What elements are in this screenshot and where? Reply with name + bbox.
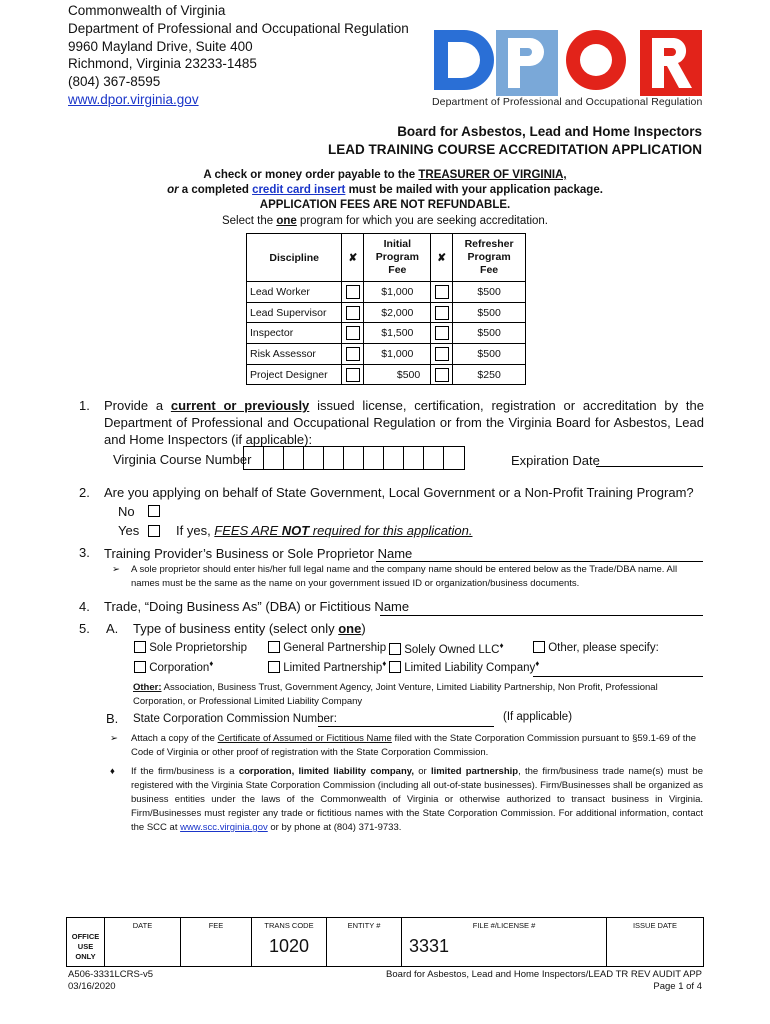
form-date: 03/16/2020 xyxy=(68,981,116,992)
q1-text: Provide a xyxy=(104,398,171,413)
option-general-partnership[interactable] xyxy=(268,641,386,654)
if-applicable-note: (If applicable) xyxy=(503,711,573,723)
question-2-text: Are you applying on behalf of State Government, Local Government or a Non-Profit Training Program? xyxy=(104,485,694,500)
refresher-checkbox[interactable] xyxy=(435,368,449,382)
discipline-cell: Risk Assessor xyxy=(247,344,342,365)
office-use-table xyxy=(66,917,704,967)
header-initial-fee: Initial Program Fee xyxy=(364,234,431,282)
initial-checkbox[interactable] xyxy=(346,326,360,340)
refresher-fee-cell: $250 xyxy=(453,364,526,385)
bullet-arrow-icon: ➢ xyxy=(112,564,120,575)
footer-form-title: Board for Asbestos, Lead and Home Inspectors/LEAD TR REV AUDIT APP xyxy=(386,969,702,980)
question-1-text xyxy=(104,397,704,448)
note-text: If the firm/business is a xyxy=(131,766,239,777)
table-row xyxy=(247,323,526,344)
q5-emphasis: one xyxy=(338,621,362,636)
trans-code-header: TRANS CODE xyxy=(264,921,314,930)
initial-fee-cell: $500 xyxy=(364,364,431,385)
note-text: or by phone at (804) 371-9733. xyxy=(267,822,402,833)
file-license-header: FILE #/LICENSE # xyxy=(472,921,536,930)
section-b-label: B. xyxy=(106,711,119,726)
fee-exemption-note xyxy=(176,522,473,539)
registration-note xyxy=(131,765,703,835)
treasurer-text: TREASURER OF VIRGINIA, xyxy=(418,169,567,181)
initial-checkbox[interactable] xyxy=(346,347,360,361)
fee-table xyxy=(246,233,526,385)
business-entity-question xyxy=(133,620,366,637)
board-name: Board for Asbestos, Lead and Home Inspectors xyxy=(397,124,702,139)
office-use-label: OFFICE USE ONLY xyxy=(67,918,105,967)
question-number: 2. xyxy=(79,485,90,500)
question-number: 4. xyxy=(79,599,90,614)
fee-cell xyxy=(181,918,252,967)
refresher-fee-cell: $500 xyxy=(453,302,526,323)
option-label: General Partnership xyxy=(283,642,387,654)
option-label: Limited Partnership xyxy=(283,661,383,674)
no-checkbox[interactable] xyxy=(148,505,160,517)
section-a-label: A. xyxy=(106,621,119,636)
note-text: , the firm/business trade name(s) must be registered with the Virginia State Corporation Commission (including all out-of-state businesses). Firm/Businesses shall be organized as business entities under the laws of the Commonwealth of Virginia or otherwise authorized to transact business in Virginia. Firm/Businesses must register any trade or fictitious names with the State Corporation Commission. For additional information, contact the SCC at xyxy=(131,766,703,833)
initial-checkbox[interactable] xyxy=(346,285,360,299)
header-refresher-fee: Refresher Program Fee xyxy=(453,234,526,282)
header-x-refresher: ✘ xyxy=(431,234,453,282)
attach-text: Attach a copy of the xyxy=(131,733,218,744)
discipline-cell: Lead Worker xyxy=(247,282,342,303)
issue-date-cell xyxy=(607,918,704,967)
fee-header: FEE xyxy=(208,921,224,930)
q5-text: ) xyxy=(361,621,366,636)
address-line: Department of Professional and Occupational Regulation xyxy=(68,20,409,36)
intro-text: must be mailed with your application package. xyxy=(345,184,603,196)
diamond-icon: ♦ xyxy=(209,659,214,668)
initial-fee-cell: $1,000 xyxy=(364,282,431,303)
website-link[interactable]: www.dpor.virginia.gov xyxy=(68,91,199,107)
refresher-checkbox[interactable] xyxy=(435,347,449,361)
solely-owned-llc-checkbox[interactable] xyxy=(389,643,401,655)
diamond-icon: ♦ xyxy=(382,659,387,668)
issue-date-header: ISSUE DATE xyxy=(632,921,678,930)
option-llc[interactable] xyxy=(389,659,539,674)
question-number: 5. xyxy=(79,621,90,636)
diamond-icon: ♦ xyxy=(110,766,115,777)
select-instruction xyxy=(0,214,770,229)
option-other[interactable] xyxy=(533,641,659,654)
date-cell xyxy=(105,918,181,967)
refresher-checkbox[interactable] xyxy=(435,326,449,340)
sole-proprietor-note: A sole proprietor should enter his/her full legal name and the company name should be entered below as the Trade/DBA name. All names must be the same as the name on your government issued ID or organization/business documents. xyxy=(131,564,678,589)
address-line: Richmond, Virginia 23233-1485 xyxy=(68,56,257,72)
header-x-initial: ✘ xyxy=(342,234,364,282)
yes-checkbox[interactable] xyxy=(148,525,160,537)
discipline-cell: Inspector xyxy=(247,323,342,344)
form-header xyxy=(328,123,702,159)
refresher-fee-cell: $500 xyxy=(453,282,526,303)
discipline-cell: Project Designer xyxy=(247,364,342,385)
initial-checkbox[interactable] xyxy=(346,306,360,320)
file-license-cell xyxy=(402,918,607,967)
discipline-cell: Lead Supervisor xyxy=(247,302,342,323)
note-text: If yes, xyxy=(176,523,215,538)
note-text: required for this application. xyxy=(309,523,473,538)
form-title: LEAD TRAINING COURSE ACCREDITATION APPLICATION xyxy=(328,142,702,157)
scc-number-label: State Corporation Commission Number: xyxy=(133,713,337,725)
trans-code-value: 1020 xyxy=(268,936,310,956)
address-line: Commonwealth of Virginia xyxy=(68,3,226,18)
intro-text: A check or money order payable to the xyxy=(203,169,419,181)
option-label: Sole Proprietorship xyxy=(149,642,248,654)
llc-checkbox[interactable] xyxy=(389,661,401,673)
table-row xyxy=(247,302,526,323)
entity-header: ENTITY # xyxy=(347,921,381,930)
payment-instruction xyxy=(0,168,770,183)
file-license-value: 3331 xyxy=(409,936,450,956)
credit-card-insert-link[interactable]: credit card insert xyxy=(252,184,346,196)
initial-fee-cell: $2,000 xyxy=(364,302,431,323)
intro-text: program for which you are seeking accreditation. xyxy=(296,215,548,227)
diamond-icon: ♦ xyxy=(535,659,540,668)
other-note-text: Association, Business Trust, Government Agency, Joint Venture, Limited Liability Partnership, Non Profit, Professional Corporation, or Professional Limited Liability Company xyxy=(133,682,658,707)
corporation-checkbox[interactable] xyxy=(134,661,146,673)
entity-cell xyxy=(327,918,402,967)
page-number: Page 1 of 4 xyxy=(653,981,702,992)
course-number-label: Virginia Course Number xyxy=(113,452,252,467)
bullet-arrow-icon: ➢ xyxy=(110,733,118,744)
q5-text: Type of business entity (select only xyxy=(133,621,339,636)
attach-certificate-note xyxy=(131,732,703,760)
sole-proprietorship-checkbox[interactable] xyxy=(134,641,146,653)
refresher-fee-cell: $500 xyxy=(453,344,526,365)
initial-fee-cell: $1,500 xyxy=(364,323,431,344)
refresher-checkbox[interactable] xyxy=(435,306,449,320)
attach-text: filed with the State Corporation Commission pursuant to §59.1-69 of the Code of Virginia or other proof of registration with the State Corporation Commission. xyxy=(131,733,697,758)
intro-emphasis: one xyxy=(276,215,297,227)
scc-number-field[interactable] xyxy=(318,715,494,727)
other-specify-field[interactable] xyxy=(533,665,703,677)
intro-text: a completed xyxy=(178,184,253,196)
refresher-fee-cell: $500 xyxy=(453,323,526,344)
question-3-text: Training Provider’s Business or Sole Proprietor Name xyxy=(104,546,413,561)
note-emphasis: NOT xyxy=(281,523,310,538)
table-row xyxy=(247,364,526,385)
other-label: Other: xyxy=(133,682,162,693)
initial-fee-cell: $1,000 xyxy=(364,344,431,365)
agency-address xyxy=(68,2,409,109)
option-corporation[interactable] xyxy=(134,659,213,674)
refresher-checkbox[interactable] xyxy=(435,285,449,299)
course-number-input[interactable] xyxy=(243,446,465,470)
table-row xyxy=(247,344,526,365)
option-limited-partnership[interactable] xyxy=(268,659,386,674)
note-emphasis: limited partnership xyxy=(430,766,519,777)
question-number: 1. xyxy=(79,398,90,413)
certificate-link: Certificate of Assumed or Fictitious Name xyxy=(217,733,392,744)
dba-name-field[interactable] xyxy=(380,604,703,616)
credit-card-instruction xyxy=(0,183,770,198)
footer-right xyxy=(386,969,702,993)
fees-not-refundable: APPLICATION FEES ARE NOT REFUNDABLE. xyxy=(259,199,511,211)
option-sole-proprietorship[interactable] xyxy=(134,641,247,654)
footer-left xyxy=(68,969,153,993)
q1-text: issued license, certification, registration or accreditation by the Department of Professional and Occupational Regulation or from the Virginia Board for Asbestos, Lead and Home Inspectors (if applicable): xyxy=(104,398,704,447)
note-emphasis: corporation, limited liability company, xyxy=(238,766,414,777)
question-4-text: Trade, “Doing Business As” (DBA) or Fictitious Name xyxy=(104,599,410,614)
table-row xyxy=(247,282,526,303)
expiration-date-field[interactable] xyxy=(596,455,703,467)
option-solely-owned-llc[interactable] xyxy=(389,641,504,656)
no-label: No xyxy=(118,504,135,519)
limited-partnership-checkbox[interactable] xyxy=(268,661,280,673)
phone-number: (804) 367-8595 xyxy=(68,74,161,90)
initial-checkbox[interactable] xyxy=(346,368,360,382)
note-text: FEES ARE xyxy=(214,523,282,538)
option-label: Corporation xyxy=(149,661,210,674)
address-line: 9960 Mayland Drive, Suite 400 xyxy=(68,38,253,54)
diamond-icon: ♦ xyxy=(499,641,504,650)
intro-or: or xyxy=(167,184,179,196)
option-label: Other, please specify: xyxy=(548,642,659,654)
form-id: A506-3331LCRS-v5 xyxy=(68,969,154,980)
header-discipline: Discipline xyxy=(247,234,342,282)
general-partnership-checkbox[interactable] xyxy=(268,641,280,653)
expiration-date-label: Expiration Date xyxy=(511,453,600,468)
date-header: DATE xyxy=(132,921,153,930)
other-entity-note xyxy=(133,681,703,709)
intro-text: Select the xyxy=(221,215,277,227)
yes-label: Yes xyxy=(118,523,140,538)
trans-code-cell xyxy=(252,918,327,967)
other-checkbox[interactable] xyxy=(533,641,545,653)
option-label: Limited Liability Company xyxy=(404,661,536,674)
option-label: Solely Owned LLC xyxy=(404,643,500,656)
q1-emphasis: current or previously xyxy=(170,398,310,413)
note-text: or xyxy=(413,766,431,777)
logo-caption: Department of Professional and Occupational Regulation xyxy=(432,96,703,108)
question-number: 3. xyxy=(79,545,90,560)
scc-website-link[interactable]: www.scc.virginia.gov xyxy=(180,822,268,833)
business-name-field[interactable] xyxy=(376,550,703,562)
